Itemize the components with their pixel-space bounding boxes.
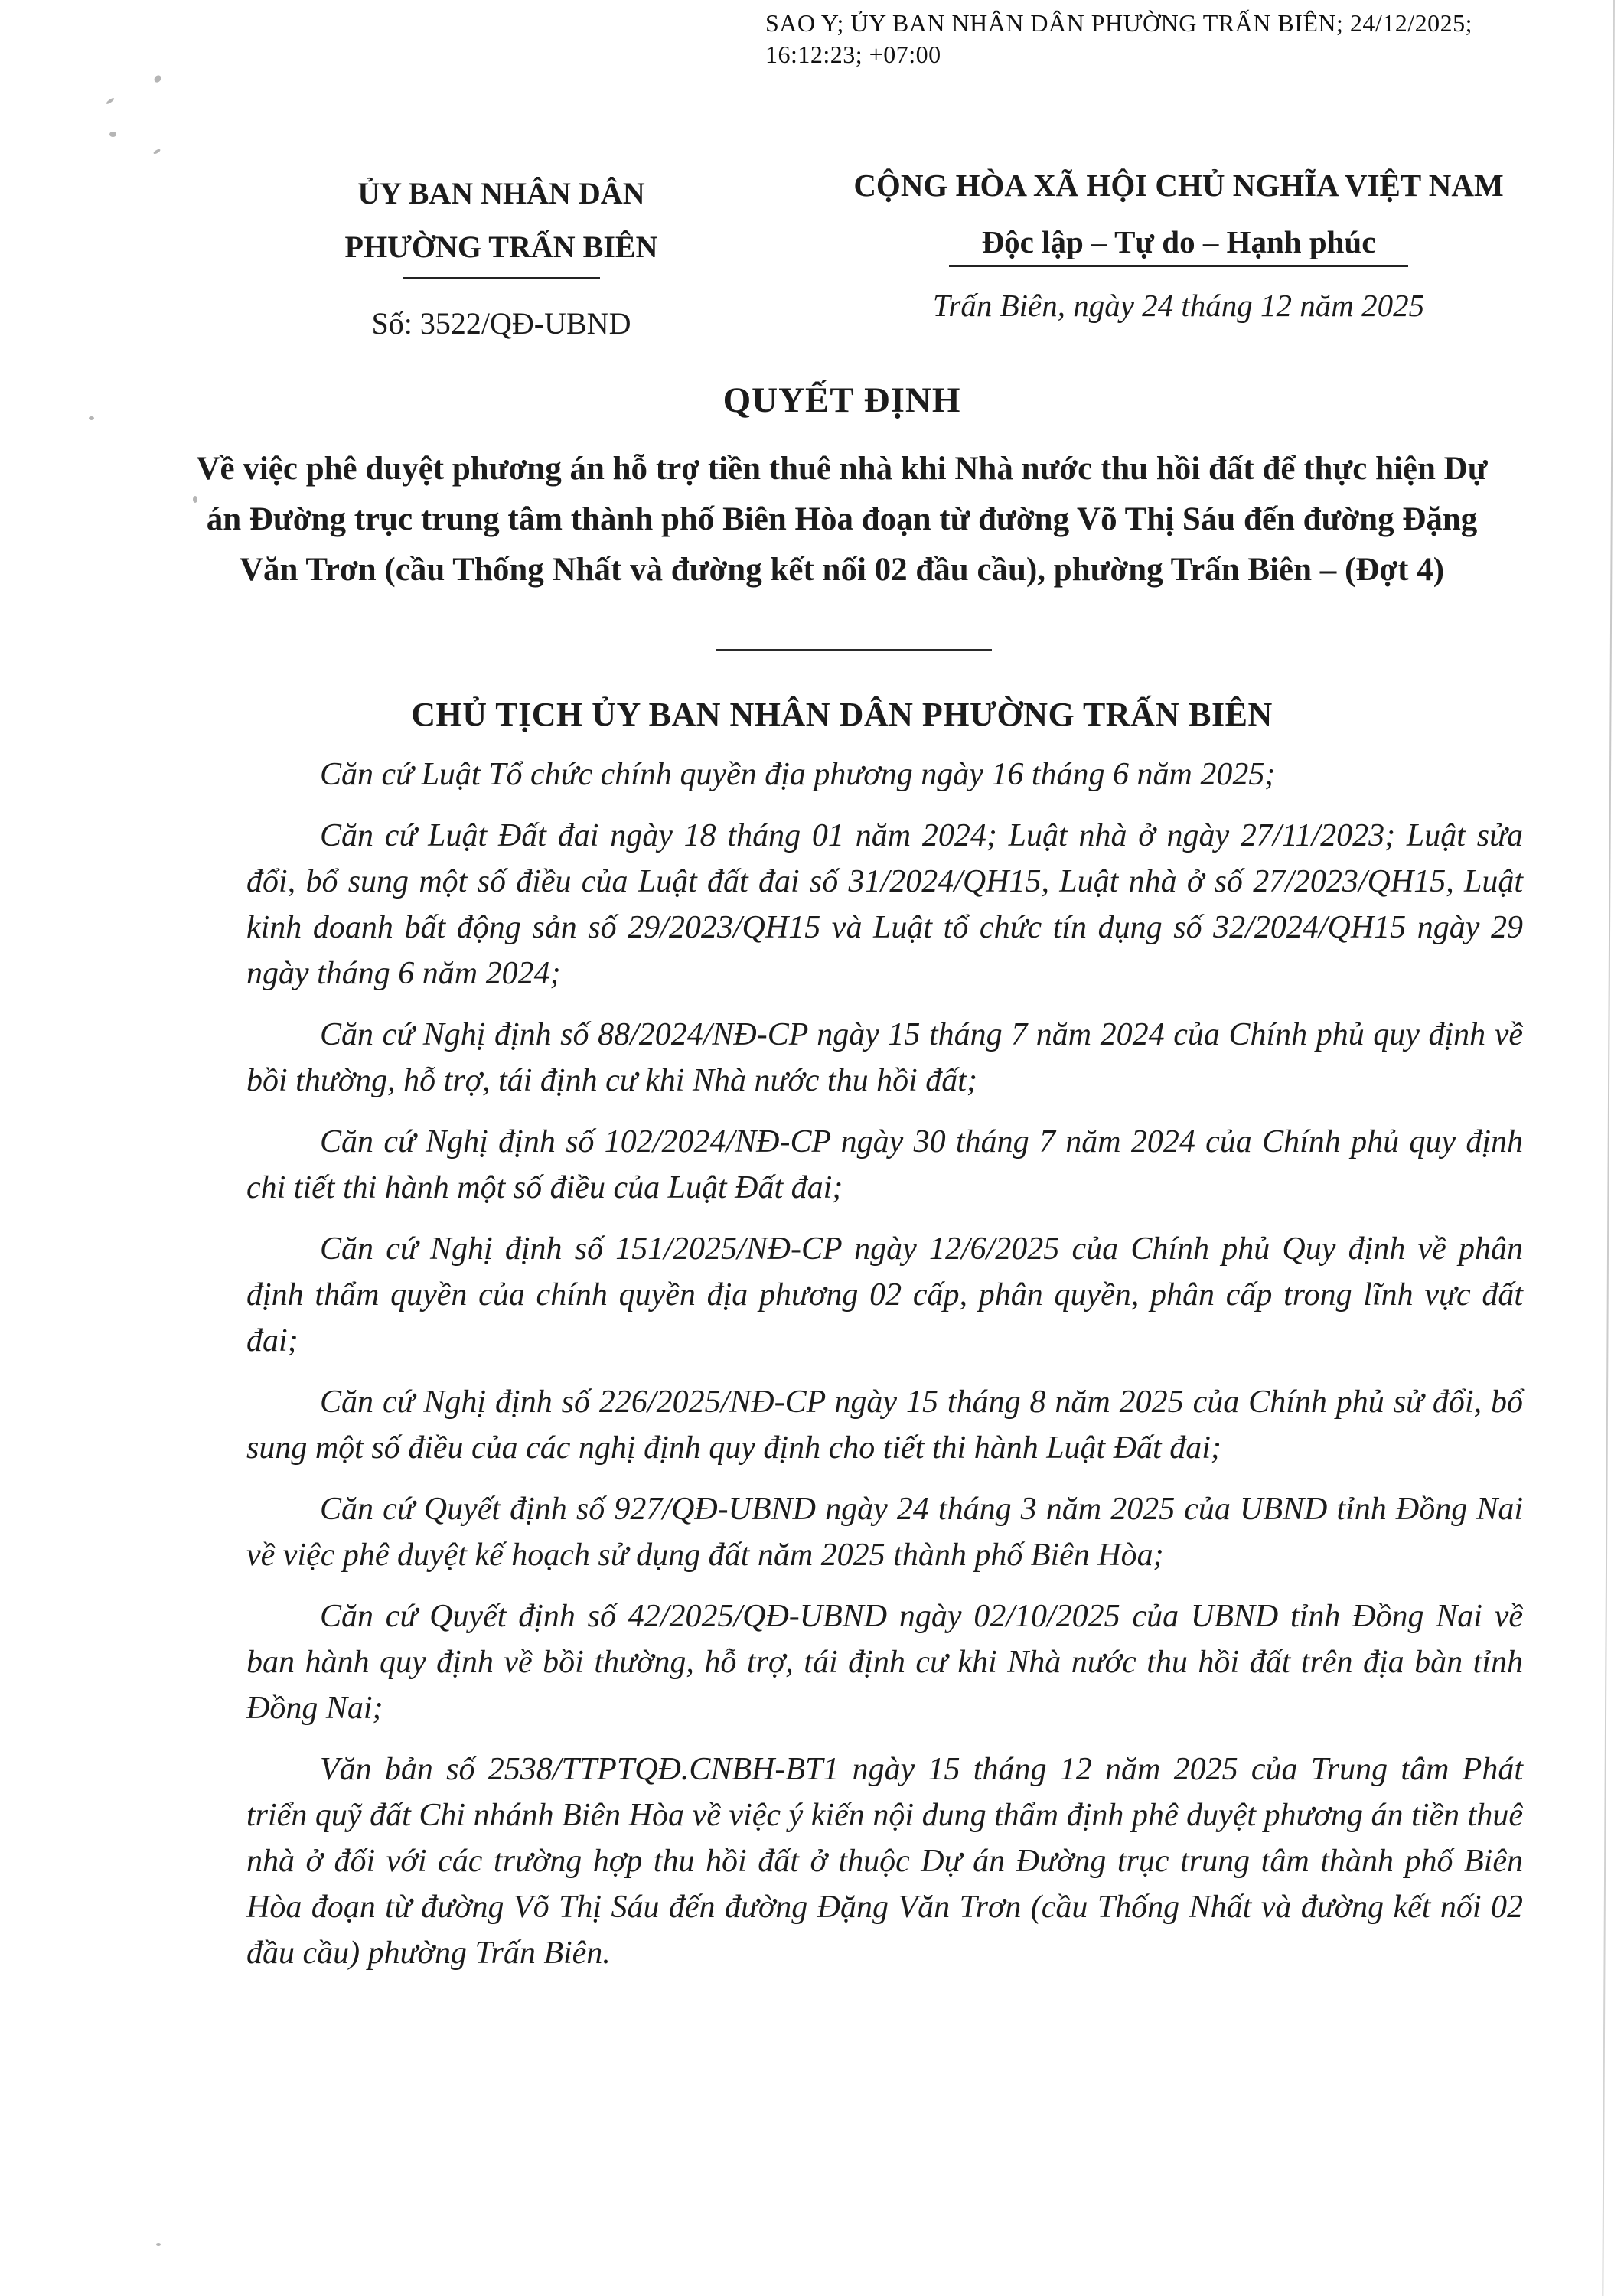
- legal-basis-paragraph: Căn cứ Nghị định số 88/2024/NĐ-CP ngày 15 tháng 7 năm 2024 của Chính phủ quy định về bồi thường, hỗ trợ, tái định cư khi Nhà nước thu hồi đất;: [246, 1017, 1523, 1098]
- issuing-org-block: [237, 167, 765, 341]
- scan-artifact-speck: [153, 148, 161, 155]
- scan-artifact-speck: [193, 496, 197, 503]
- scan-artifact-speck: [89, 416, 94, 420]
- org-name-underline: [403, 277, 600, 279]
- legal-basis-paragraph: Căn cứ Nghị định số 226/2025/NĐ-CP ngày 15 tháng 8 năm 2025 của Chính phủ sử đổi, bổ sung một số điều của các nghị định quy định cho tiết thi hành Luật Đất đai;: [246, 1384, 1523, 1466]
- org-name-line-2: PHƯỜNG TRẤN BIÊN: [344, 230, 658, 264]
- org-name-line-1: ỦY BAN NHÂN DÂN: [357, 176, 645, 210]
- national-header-block: [788, 167, 1569, 324]
- scan-artifact-vertical-line: [1602, 0, 1615, 2296]
- motto-underline: [949, 265, 1408, 267]
- legal-basis-paragraph: Căn cứ Luật Đất đai ngày 18 tháng 01 năm 2024; Luật nhà ở ngày 27/11/2023; Luật sửa đổi, bổ sung một số điều của Luật đất đai số 31/2024/QH15, Luật nhà ở số 27/2023/QH15, Luật kinh doanh bất động sản số 29/2023/QH15 và Luật tổ chức tín dụng số 32/2024/QH15 ngày 29 ngày tháng 6 năm 2024;: [246, 818, 1523, 991]
- legal-basis-paragraph: Văn bản số 2538/TTPTQĐ.CNBH-BT1 ngày 15 tháng 12 năm 2025 của Trung tâm Phát triển quỹ đất Chi nhánh Biên Hòa về việc ý kiến nội dung thẩm định phê duyệt phương án tiền thuê nhà ở đối với các trường hợp thu hồi đất ở thuộc Dự án Đường trục trung tâm thành phố Biên Hòa đoạn từ đường Võ Thị Sáu đến đường Đặng Văn Trơn (cầu Thống Nhất và đường kết nối 02 đầu cầu) phường Trấn Biên.: [246, 1752, 1523, 1971]
- legal-basis-paragraph: Căn cứ Nghị định số 151/2025/NĐ-CP ngày 12/6/2025 của Chính phủ Quy định về phân định thẩm quyền của chính quyền địa phương 02 cấp, phân quyền, phân cấp trong lĩnh vực đất đai;: [246, 1231, 1523, 1358]
- stamp-line-1: SAO Y; ỦY BAN NHÂN DÂN PHƯỜNG TRẤN BIÊN; 24/12/2025;: [765, 9, 1473, 37]
- document-number: Số: 3522/QĐ-UBND: [371, 306, 631, 341]
- scan-artifact-speck: [153, 74, 163, 84]
- document-title: QUYẾT ĐỊNH: [722, 380, 961, 420]
- legal-basis-paragraph: Căn cứ Quyết định số 42/2025/QĐ-UBND ngày 02/10/2025 của UBND tỉnh Đồng Nai về ban hành quy định về bồi thường, hỗ trợ, tái định cư khi Nhà nước thu hồi đất trên địa bàn tỉnh Đồng Nai;: [246, 1599, 1523, 1726]
- legal-basis-section: [246, 752, 1523, 1991]
- scan-artifact-speck: [106, 97, 115, 105]
- scan-artifact-speck: [109, 132, 116, 137]
- national-title: CỘNG HÒA XÃ HỘI CHỦ NGHĨA VIỆT NAM: [853, 168, 1504, 203]
- legal-basis-paragraph: Căn cứ Nghị định số 102/2024/NĐ-CP ngày 30 tháng 7 năm 2024 của Chính phủ quy định chi tiết thi hành một số điều của Luật Đất đai;: [246, 1124, 1523, 1205]
- place-and-date: Trấn Biên, ngày 24 tháng 12 năm 2025: [932, 288, 1425, 323]
- legal-basis-paragraph: Căn cứ Luật Tổ chức chính quyền địa phương ngày 16 tháng 6 năm 2025;: [320, 757, 1276, 792]
- issuing-authority-heading: CHỦ TỊCH ỦY BAN NHÂN DÂN PHƯỜNG TRẤN BIÊN: [411, 696, 1273, 733]
- certification-stamp: [765, 8, 1592, 70]
- stamp-line-2: 16:12:23; +07:00: [765, 41, 941, 68]
- document-subject: Về việc phê duyệt phương án hỗ trợ tiền thuê nhà khi Nhà nước thu hồi đất để thực hiện Dự án Đường trục trung tâm thành phố Biên Hòa đoạn từ đường Võ Thị Sáu đến đường Đặng Văn Trơn (cầu Thống Nhất và đường kết nối 02 đầu cầu), phường Trấn Biên – (Đợt 4): [196, 451, 1488, 588]
- scan-artifact-speck: [156, 2243, 161, 2246]
- legal-basis-paragraph: Căn cứ Quyết định số 927/QĐ-UBND ngày 24 tháng 3 năm 2025 của UBND tỉnh Đồng Nai về việc phê duyệt kế hoạch sử dụng đất năm 2025 thành phố Biên Hòa;: [246, 1492, 1523, 1573]
- subject-separator-line: [716, 649, 992, 651]
- national-motto: Độc lập – Tự do – Hạnh phúc: [981, 224, 1376, 259]
